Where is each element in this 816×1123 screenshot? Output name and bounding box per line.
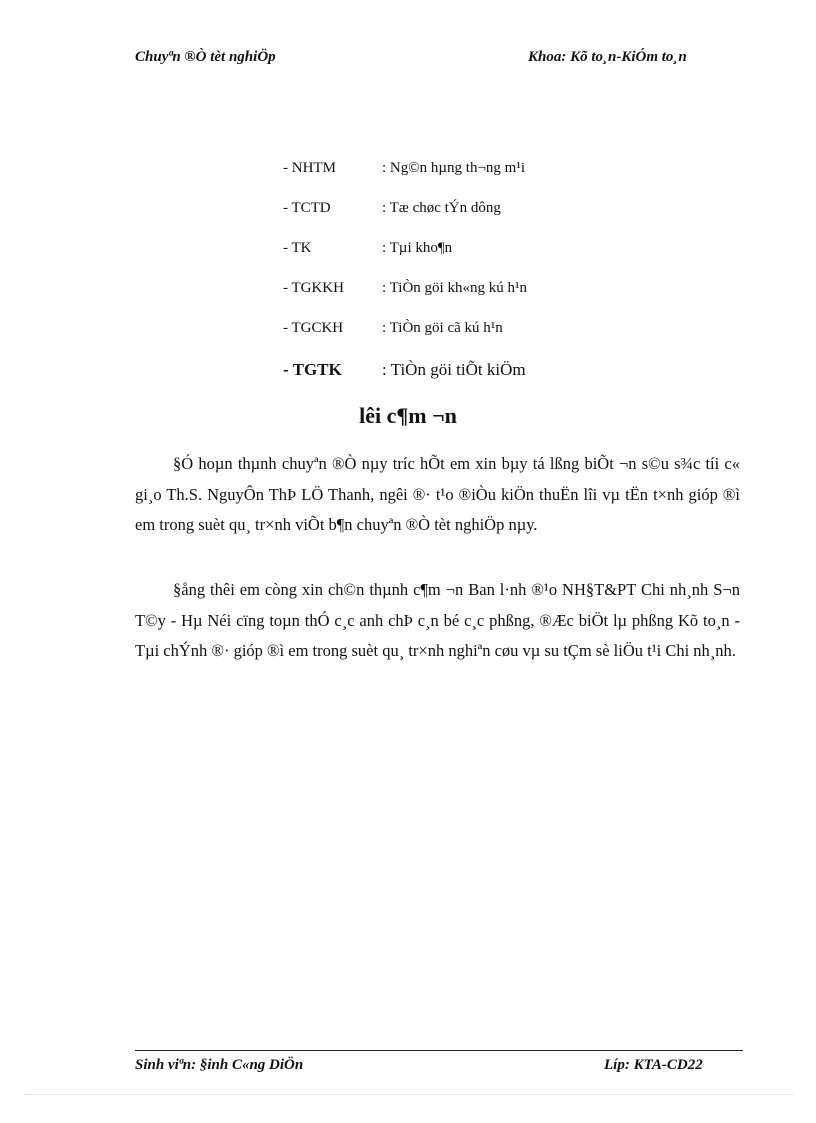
abbreviation-key: - TGTK [283, 360, 342, 379]
abbreviation-value: : Tµi kho¶n [382, 240, 453, 256]
footer-class-code: Líp: KTA-CD22 [604, 1057, 703, 1073]
abbreviation-row [283, 240, 683, 280]
abbreviation-value: : Ng©n hµng th¬ng m¹i [382, 160, 525, 176]
abbreviation-key: - TCTD [283, 200, 331, 216]
header-title-right: Khoa: Kõ to¸n-KiÓm to¸n [528, 49, 687, 65]
page-bottom-dotted-line [24, 1094, 794, 1095]
abbreviation-value: : TiÒn göi tiÕt kiÖm [382, 360, 526, 379]
abbreviation-row [283, 200, 683, 240]
abbreviation-key: - TGCKH [283, 320, 344, 336]
section-title: lêi c¶m ¬n [359, 403, 457, 428]
abbreviation-row [283, 160, 683, 200]
abbreviation-value: : Tæ chøc tÝn dông [382, 200, 501, 216]
abbreviation-key: - NHTM [283, 160, 336, 176]
footer-student-name: Sinh viªn: §inh C«ng DiÖn [135, 1057, 304, 1073]
abbreviation-row [283, 360, 683, 400]
abbreviation-value: : TiÒn göi cã kú h¹n [382, 320, 503, 336]
abbreviation-row [283, 280, 683, 320]
header-title-left: Chuyªn ®Ò tèt nghiÖp [135, 49, 276, 65]
body-paragraph: §ång thêi em còng xin ch©n thµnh c¶m ¬n Ban l·nh ®¹o NH§T&PT Chi nh¸nh S¬n T©y - Hµ Néi cïng toµn thÓ c¸c anh chÞ c¸n bé c¸c phßng, ®Æc biÖt lµ phßng Kõ to¸n - Tµi chÝnh ®· gióp ®ì em trong suèt qu¸ tr×nh nghiªn cøu vµ su tÇm sè liÖu t¹i Chi nh¸nh. [135, 580, 740, 660]
abbreviation-key: - TK [283, 240, 312, 256]
abbreviation-key: - TGKKH [283, 280, 344, 296]
abbreviation-row [283, 320, 683, 360]
footer-divider [135, 1050, 743, 1051]
body-paragraph: §Ó hoµn thµnh chuyªn ®Ò nµy tríc hÕt em xin bµy tá lßng biÕt ¬n s©u s¾c tíi c« gi¸o Th.S. NguyÔn ThÞ LÖ Thanh, ngêi ®· t¹o ®iÒu kiÖn thuËn lîi vµ tËn t×nh gióp ®ì em trong suèt qu¸ tr×nh viÕt b¶n chuyªn ®Ò tèt nghiÖp nµy. [135, 454, 740, 534]
abbreviation-value: : TiÒn göi kh«ng kú h¹n [382, 280, 527, 296]
abbreviation-list [283, 160, 683, 400]
